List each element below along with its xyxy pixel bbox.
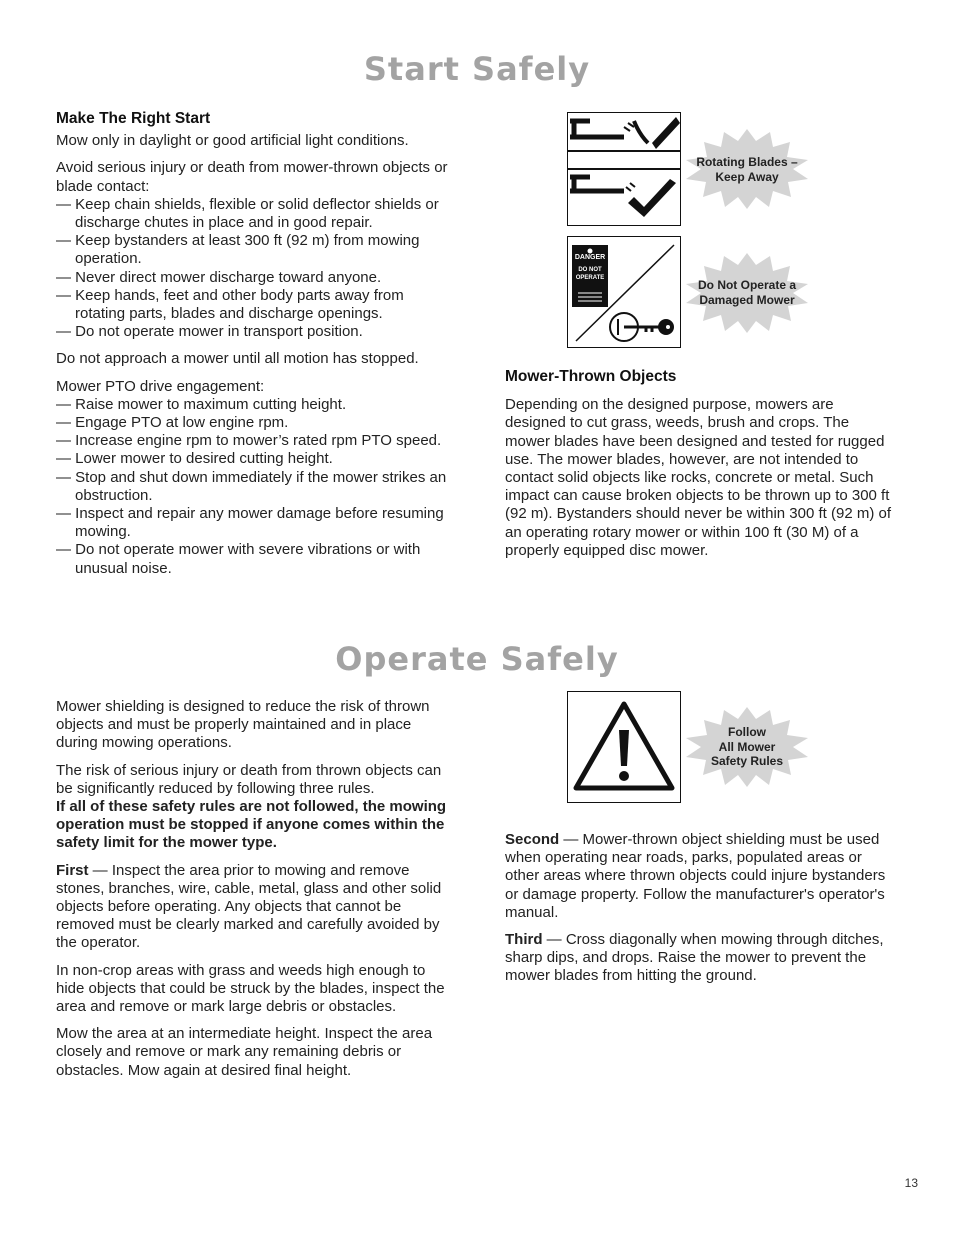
damaged-mower-label <box>684 278 810 307</box>
operate-safely-title: Operate Safely <box>335 640 619 678</box>
list-item: — Keep bystanders at least 300 ft (92 m) from mowing operation. <box>56 232 420 268</box>
third-rule-text: — Cross diagonally when mowing through ditches, sharp dips, and drops. Raise the mower to prevent the mower blades from hitting the ground. <box>505 931 884 985</box>
list-item: — Engage PTO at low engine rpm. <box>56 414 289 432</box>
list-item: — Keep hands, feet and other body parts away from rotating parts, blades and discharge openings. <box>56 286 404 323</box>
burst-line: Keep Away <box>715 169 779 184</box>
first-rule-label: First <box>56 861 89 879</box>
first-rule-text: — Inspect the area prior to mowing and remove stones, branches, wire, cable, metal, glass and other solid objects before operating. Any objects that cannot be removed must be clearly marked and carefully avoided by the operator. <box>56 861 442 952</box>
make-right-start-heading: Make The Right Start <box>56 110 211 127</box>
mower-thrown-objects-column <box>505 368 897 569</box>
page-number: 13 <box>904 1176 918 1190</box>
list-item: — Never direct mower discharge toward anyone. <box>56 268 382 286</box>
danger-tag-line: OPERATE <box>575 275 605 281</box>
burst-line: Rotating Blades – <box>696 155 798 169</box>
list-item: — Do not operate mower with severe vibrations or with unusual noise. <box>56 541 421 577</box>
list-item: — Raise mower to maximum cutting height. <box>56 395 347 413</box>
damaged-mower-pictogram <box>567 236 681 348</box>
operate-right-column <box>505 831 897 995</box>
pto-steps-list <box>56 396 456 578</box>
daylight-paragraph: Mow only in daylight or good artificial light conditions. <box>56 132 409 150</box>
burst-line: All Mower <box>718 739 776 754</box>
list-item: — Keep chain shields, flexible or solid deflector shields or discharge chutes in place and in good repair. <box>56 195 439 232</box>
first-rule-paragraph <box>56 862 456 953</box>
mower-thrown-objects-text: Depending on the designed purpose, mowers are designed to cut grass, weeds, brush and crops. The mower blades have been designed and tested for rugged use. The mower blades, however, are not intended to contact solid objects like rocks, concrete or metal. Such impact can cause broken objects to be thrown up to 300 ft (92 m). Bystanders should never be within 300 ft (92 m) of an operating rotary mower or within 100 ft (30 M) of a properly equipped disc mower. <box>505 396 892 559</box>
burst-line: Do Not Operate a <box>697 278 796 292</box>
rotating-blades-label <box>684 155 810 184</box>
third-rule-paragraph <box>505 931 897 986</box>
non-crop-paragraph: In non-crop areas with grass and weeds high enough to hide objects that could be struck by the blades, inspect the area and remove or mark large debris or obstacles. <box>56 961 445 1016</box>
danger-tag-line: DO NOT <box>578 267 602 273</box>
follow-rules-label <box>684 725 810 769</box>
second-rule-paragraph <box>505 831 897 922</box>
warning-pictogram <box>567 691 681 803</box>
list-item: — Increase engine rpm to mower’s rated rpm PTO speed. <box>56 432 442 450</box>
danger-tag-label: DANGER <box>574 254 606 261</box>
motion-stopped-paragraph: Do not approach a mower until all motion has stopped. <box>56 350 419 368</box>
list-item: — Inspect and repair any mower damage before resuming mowing. <box>56 505 444 541</box>
safety-warning-paragraph: If all of these safety rules are not followed, the mowing operation must be stopped if anyone comes within the safety limit for the mower type. <box>56 798 447 852</box>
burst-line: Follow <box>728 725 766 739</box>
warning-triangle-icon <box>568 692 680 802</box>
make-right-start-column <box>56 110 456 587</box>
operate-left-column <box>56 698 456 1089</box>
intermediate-height-paragraph: Mow the area at an intermediate height. Inspect the area closely and remove or mark any remaining debris or obstacles. Mow again at desired final height. <box>56 1025 433 1079</box>
rotating-blades-pictogram <box>567 112 681 226</box>
third-rule-label: Third <box>505 931 543 949</box>
rotating-blades-icon <box>568 113 680 225</box>
shielding-paragraph: Mower shielding is designed to reduce the risk of thrown objects and must be properly maintained and in place during mowing operations. <box>56 698 430 752</box>
three-rules-paragraph: The risk of serious injury or death from thrown objects can be significantly reduced by following three rules. <box>56 761 442 797</box>
list-item: — Stop and shut down immediately if the mower strikes an obstruction. <box>56 468 447 504</box>
second-rule-label: Second <box>505 831 560 848</box>
start-safely-title: Start Safely <box>363 50 591 88</box>
second-rule-text: — Mower-thrown object shielding must be used when operating near roads, parks, populated areas or other areas where thrown objects could injure bystanders or damage property. Follow the manufacturer's operator's manual. <box>505 831 886 921</box>
list-item: — Lower mower to desired cutting height. <box>56 450 333 468</box>
pto-engagement-paragraph: Mower PTO drive engagement: <box>56 377 265 395</box>
danger-tag <box>573 254 607 282</box>
mower-thrown-objects-heading: Mower-Thrown Objects <box>505 368 677 385</box>
burst-line: Safety Rules <box>710 754 784 768</box>
list-item: — Do not operate mower in transport position. <box>56 323 363 341</box>
shield-rules-list <box>56 196 456 342</box>
avoid-injury-paragraph: Avoid serious injury or death from mower-thrown objects or blade contact: <box>56 159 448 195</box>
burst-line: Damaged Mower <box>699 292 795 307</box>
